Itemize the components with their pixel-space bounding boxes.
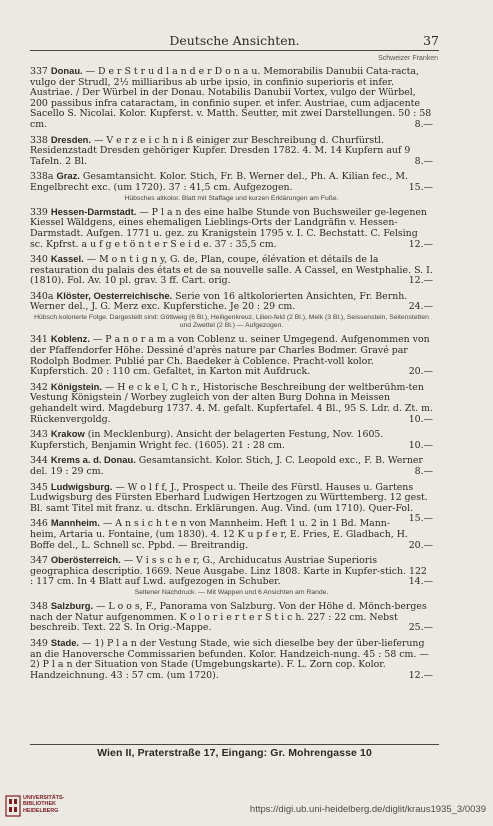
page-header xyxy=(30,33,439,51)
entry-number: 342 xyxy=(30,381,48,393)
entry-description: — P a n o r a m a von Coblenz u. seiner Umgegend. Aufgenommen von der Pfaffendorfer Höhe. Dessiné d'après nature par Charles Bodmer. Gravé par Rodolph Bodmer. Publié par Ch. Baedeker à Coblence. Pracht-voll kolor. Kupferstich. 20 : 110 cm. Gefaltet, in Karton mit Aufdruck. xyxy=(30,334,430,378)
entry-number: 337 xyxy=(30,66,48,77)
entry-description: — V i s s c h e r, G., Archiducatus Austriae Superioris geographica descriptio. 1669. Neue Ausgabe. Linz 1808. Karte in Kupfer-stich. 122 : 117 cm. In 4 Blatt auf Lwd. aufgezogen in Schuber. xyxy=(30,555,427,588)
page-number: 37 xyxy=(423,33,439,48)
catalog-entry xyxy=(30,254,433,287)
entry-description: — H e c k e l, C h r., Historische Beschreibung der weltberühm-ten Vestung Königstein / Worbey zugleich von der alten Burg Dohna in Meissen gehandelt wird. Magdeburg 1737. 4. M. gefalt. Kupfertafel. 4 Bl., 95 S. Ldr. d. Zt. m. Rückenvergoldg. xyxy=(30,381,433,425)
entry-description: Gesamtansicht. Kolor. Stich, Fr. B. Werner del., Ph. A. Kilian fec., M. Engelbrecht exc. (um 1720). 37 : 41,5 cm. Aufgezogen. xyxy=(30,171,408,193)
entry-description: — P l a n des eine halbe Stunde von Buchsweiler ge-legenen Kiessel Wäldgens, eines ehemaligen Lieblings-Orts der Landgräfin v. Hessen-Darmstadt. Aufgen. 1771 u. gez. zu Kranigstein 1795 v. I. C. Bechstatt. C. Felsing sc. Kpfrst. a u f g e t ö n t e r S e i d e. 37 : 35,5 cm. xyxy=(30,206,427,250)
entry-price: 15.— xyxy=(408,181,433,193)
catalog-entry xyxy=(30,518,433,551)
entry-price: 12.— xyxy=(408,238,433,250)
entry-price: 8.— xyxy=(414,155,433,167)
entry-heading: Oberösterreich. xyxy=(50,554,121,566)
footer-rule xyxy=(30,744,439,745)
entry-description: — D e r S t r u d l a n d e r D o n a u. Memorabilis Danubii Cata-racta, vulgo der Strudl, 2½ milliaribus ab urbe ipsio, in confinio superioris et infer. Austriae. / Der Würbel in der Donau. Notabilis Danubii Vortex, vulgo der Würbel, 200 passibus infra cataractam, in confinio super. et infer. Austriae, cum adjacente Sacello S. Nicolai. Kolor. Kupferst. v. Matth. Seutter, mit zwei Darstellungen. 50 : 58 cm. xyxy=(30,66,432,130)
entry-heading: Klöster, Oesterreichische. xyxy=(56,289,173,301)
currency-note: Schweizer Franken xyxy=(378,55,438,62)
entry-description: — V e r z e i c h n i ß einiger zur Beschreibung d. Churfürstl. Residenzstadt Dresden gehöriger Kupfer. Dresden 1782. 4. M. 14 Kupfern auf 9 Tafeln. 2 Bl. xyxy=(30,134,411,167)
entry-number: 348 xyxy=(30,601,48,613)
entry-price: 10.— xyxy=(408,413,433,425)
entry-heading: Graz. xyxy=(56,170,80,182)
entry-note: Seltener Nachdruck. — Mit Wappen und 6 Ansichten am Rande. xyxy=(134,588,329,596)
entry-number: 346 xyxy=(30,518,48,530)
entry-price: 14.— xyxy=(408,576,433,588)
publisher-address: Wien II, Praterstraße 17, Eingang: Gr. Mohrengasse 10 xyxy=(97,747,372,759)
entry-heading: Donau. xyxy=(50,65,83,76)
entry-heading: Krakow xyxy=(50,428,85,440)
catalog-entry xyxy=(30,601,433,634)
entry-price: 15.— xyxy=(408,513,433,525)
entry-price: 25.— xyxy=(408,622,433,634)
entry-description: (in Mecklenburg). Ansicht der belagerten Festung, Nov. 1605. Kupferstich, Benjamin Wright fec. (1605). 21 : 28 cm. xyxy=(30,429,384,451)
header-rule xyxy=(30,50,439,51)
entry-number: 340 xyxy=(30,254,48,266)
entry-description: — W o l f f, J., Prospect u. Theile des Fürstl. Hauses u. Gartens Ludwigsburg des Fürsten Eberhard Ludwigen Hertzogen zu Württemberg. 12 gest. Bl. samt Titel mit franz. u. dtschn. Erklärungen. Aug. Vind. (um 1710). Quer-Fol. xyxy=(30,481,428,514)
entry-number: 345 xyxy=(30,481,48,493)
entry-description: — 1) P l a n der Vestung Stade, wie sich dieselbe bey der über-lieferung an die Hanoversche Commissarien befunden. Kolor. Handzeich-nung. 45 : 58 cm. — 2) P l a n der Situation von Stade (Umgebungskarte). F. L. Zorn cop. Kolor. Handzeichnung. 43 : 57 cm. (um 1720). xyxy=(30,637,429,681)
entry-number: 341 xyxy=(30,334,48,346)
entry-heading: Königstein. xyxy=(50,380,102,392)
catalog-entry xyxy=(30,555,433,597)
entry-number: 347 xyxy=(30,555,48,567)
catalog-entry xyxy=(30,207,433,250)
page-title: Deutsche Ansichten. xyxy=(169,33,300,48)
entry-number: 338 xyxy=(30,134,48,146)
source-url-link[interactable]: https://digi.ub.uni-heidelberg.de/diglit/kraus1935_3/0039 xyxy=(249,804,486,815)
entry-heading: Salzburg. xyxy=(50,600,94,612)
entry-number: 349 xyxy=(30,637,48,649)
catalog-entry xyxy=(30,66,433,131)
entry-heading: Krems a. d. Donau. xyxy=(50,454,136,466)
entry-number: 338a xyxy=(30,171,54,183)
library-logo xyxy=(5,793,75,821)
entry-note: Hübsch kolorierte Folge. Dargestellt sind: Göttweig (6 Bl.), Heiligenkreuz, Lilien-feld (2 Bl.), Melk (3 Bl.), Seissenstein, Seitenstetten und Zwettel (2 Bl.) — Aufgezogen. xyxy=(34,314,429,330)
catalog-entry xyxy=(30,455,433,477)
entry-heading: Kassel. xyxy=(50,253,84,265)
catalog-entry xyxy=(30,135,433,168)
entry-description: Serie von 16 altkolorierten Ansichten, Fr. Bernh. Werner del., J. G. Merz exc. Kupferstiche. Je 20 : 29 cm. xyxy=(30,290,408,313)
entry-heading: Mannheim. xyxy=(50,517,100,529)
library-seal-icon xyxy=(5,795,21,817)
catalog-entry xyxy=(30,382,433,425)
catalog-entry xyxy=(30,638,433,681)
catalog-entry xyxy=(30,291,433,331)
entry-heading: Stade. xyxy=(50,636,80,648)
entry-number: 343 xyxy=(30,429,48,441)
entry-price: 8.— xyxy=(414,466,433,478)
entry-description: — A n s i c h t e n von Mannheim. Heft 1 u. 2 in 1 Bd. Mann-heim, Artaria u. Fontaine, (um 1830). 4. 12 K u p f e r, E. Fries, E. Gladbach, H. Boffe del., L. Schnell sc. Ppbd. — Breitrandig. xyxy=(30,518,408,551)
entry-heading: Dresden. xyxy=(50,133,92,145)
entry-heading: Koblenz. xyxy=(50,333,90,345)
entry-number: 340a xyxy=(30,290,54,302)
entry-heading: Ludwigsburg. xyxy=(50,480,113,492)
entry-note: Hübsches altkolor. Blatt mit Staffage und kurzen Erklärungen am Fuße. xyxy=(124,194,339,202)
entry-description: — M o n t i g n y, G. de, Plan, coupe, élévation et détails de la restauration du palais des états et de sa nouvelle salle. A Cassel, en Westphalie. S. I. (1810). Fol. Av. 10 pl. grav. 3 ff. Cart. orig. xyxy=(30,254,433,287)
entry-list xyxy=(30,66,433,685)
entry-heading: Hessen-Darmstadt. xyxy=(50,205,137,217)
entry-price: 12.— xyxy=(408,669,433,681)
entry-price: 8.— xyxy=(414,118,433,130)
catalog-entry xyxy=(30,334,433,377)
entry-price: 10.— xyxy=(408,439,433,451)
entry-number: 344 xyxy=(30,455,48,467)
entry-price: 24.— xyxy=(408,301,433,313)
entry-price: 20.— xyxy=(408,366,433,378)
catalog-entry xyxy=(30,171,433,202)
entry-description: — L o o s, F., Panorama von Salzburg. Von der Höhe d. Mönch-berges nach der Natur aufgenommen. K o l o r i e r t e r S t i c h. 227 : 22 cm. Nebst beschreib. Text. 22 S. In Orig.-Mappe. xyxy=(30,601,427,634)
entry-description: Gesamtansicht. Kolor. Stich, J. C. Leopold exc., F. B. Werner del. 19 : 29 cm. xyxy=(30,455,423,478)
catalog-entry xyxy=(30,429,433,451)
entry-price: 20.— xyxy=(408,539,433,551)
entry-number: 339 xyxy=(30,206,48,218)
entry-price: 12.— xyxy=(408,275,433,287)
library-name: UNIVERSITÄTS- BIBLIOTHEK HEIDELBERG xyxy=(23,795,65,814)
